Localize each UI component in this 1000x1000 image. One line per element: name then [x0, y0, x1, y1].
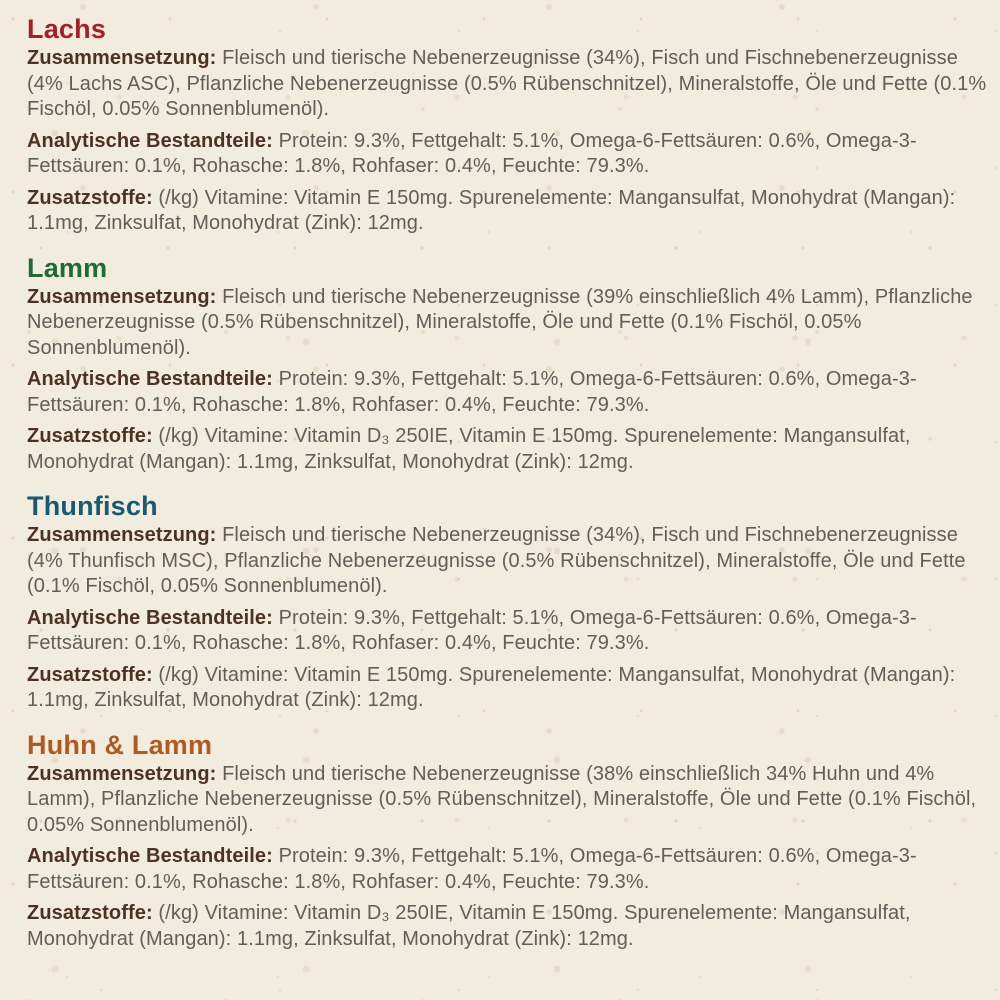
paragraph-text: Fleisch und tierische Nebenerzeugnisse (39% einschließlich 4% Lamm), Pflanzliche Nebenerzeugnisse (0.5% Rübenschnitzel), Mineralstoffe, Öle und Fette (0.1% Fischöl, 0.05% Sonnenblumenöl). [27, 285, 973, 359]
additives-paragraph [27, 901, 987, 952]
paragraph-text: Protein: 9.3%, Fettgehalt: 5.1%, Omega-6-Fettsäuren: 0.6%, Omega-3-Fettsäuren: 0.1%, Rohasche: 1.8%, Rohfaser: 0.4%, Feuchte: 79.3%. [27, 606, 917, 654]
analytical-paragraph [27, 606, 987, 657]
composition-paragraph [27, 285, 987, 362]
section-heading-huhn-lamm: Huhn & Lamm [27, 729, 213, 760]
paragraph-label: Zusammensetzung: [27, 524, 217, 546]
section-heading-lachs: Lachs [27, 14, 107, 44]
analytical-paragraph [27, 367, 987, 418]
paragraph-label: Zusammensetzung: [27, 762, 217, 785]
section-lachs [27, 14, 987, 237]
paragraph-label: Analytische Bestandteile: [27, 606, 273, 629]
paragraph-text: Protein: 9.3%, Fettgehalt: 5.1%, Omega-6-Fettsäuren: 0.6%, Omega-3-Fettsäuren: 0.1%, Rohasche: 1.8%, Rohfaser: 0.4%, Feuchte: 79.3%. [27, 845, 917, 893]
paragraph-text: (/kg) Vitamine: Vitamin D₃ 250IE, Vitamin E 150mg. Spurenelemente: Mangansulfat, Monohydrat (Mangan): 1.1mg, Zinksulfat, Monohydrat (Zink): 12mg. [27, 902, 911, 950]
composition-paragraph [27, 523, 987, 600]
paragraph-text: Fleisch und tierische Nebenerzeugnisse (34%), Fisch und Fischnebenerzeugnisse (4% Thunfisch MSC), Pflanzliche Nebenerzeugnisse (0.5% Rübenschnitzel), Mineralstoffe, Öle und Fette (0.1% Fischöl, 0.05% Sonnenblumenöl). [27, 524, 966, 597]
paragraph-text: Protein: 9.3%, Fettgehalt: 5.1%, Omega-6-Fettsäuren: 0.6%, Omega-3-Fettsäuren: 0.1%, Rohasche: 1.8%, Rohfaser: 0.4%, Feuchte: 79.3%. [27, 129, 917, 177]
paragraph-text: Protein: 9.3%, Fettgehalt: 5.1%, Omega-6-Fettsäuren: 0.6%, Omega-3-Fettsäuren: 0.1%, Rohasche: 1.8%, Rohfaser: 0.4%, Feuchte: 79.3%. [27, 368, 917, 416]
paragraph-label: Zusatzstoffe: [27, 186, 153, 209]
paragraph-text: Fleisch und tierische Nebenerzeugnisse (34%), Fisch und Fischnebenerzeugnisse (4% Lachs ASC), Pflanzliche Nebenerzeugnisse (0.5% Rübenschnitzel), Mineralstoffe, Öle und Fette (0.1% Fischöl, 0.05% Sonnenblumenöl). [27, 47, 987, 120]
paragraph-text: (/kg) Vitamine: Vitamin E 150mg. Spurenelemente: Mangansulfat, Monohydrat (Mangan): 1.1mg, Zinksulfat, Monohydrat (Zink): 12mg. [27, 663, 956, 711]
paragraph-label: Zusatzstoffe: [27, 663, 153, 686]
paragraph-label: Zusammensetzung: [27, 47, 217, 69]
additives-paragraph [27, 186, 987, 237]
section-heading-thunfisch: Thunfisch [27, 491, 158, 521]
paragraph-label: Zusammensetzung: [27, 285, 217, 308]
paragraph-label: Analytische Bestandteile: [27, 129, 273, 152]
analytical-paragraph [27, 129, 987, 180]
composition-paragraph [27, 46, 987, 123]
paragraph-label: Zusatzstoffe: [27, 425, 153, 447]
analytical-paragraph [27, 844, 987, 895]
additives-paragraph [27, 424, 987, 475]
section-huhn-lamm [27, 730, 987, 953]
composition-paragraph [27, 762, 987, 839]
paragraph-label: Analytische Bestandteile: [27, 368, 273, 390]
paragraph-label: Analytische Bestandteile: [27, 845, 273, 867]
section-thunfisch [27, 491, 987, 714]
additives-paragraph [27, 663, 987, 714]
section-lamm [27, 253, 987, 476]
paragraph-text: (/kg) Vitamine: Vitamin D₃ 250IE, Vitamin E 150mg. Spurenelemente: Mangansulfat, Monohydrat (Mangan): 1.1mg, Zinksulfat, Monohydrat (Zink): 12mg. [27, 425, 911, 473]
paragraph-text: (/kg) Vitamine: Vitamin E 150mg. Spurenelemente: Mangansulfat, Monohydrat (Mangan): 1.1mg, Zinksulfat, Monohydrat (Zink): 12mg. [27, 186, 956, 234]
paragraph-text: Fleisch und tierische Nebenerzeugnisse (38% einschließlich 34% Huhn und 4% Lamm), Pflanzliche Nebenerzeugnisse (0.5% Rübenschnitzel), Mineralstoffe, Öle und Fette (0.1% Fischöl, 0.05% Sonnenblumenöl). [27, 762, 977, 836]
section-heading-lamm: Lamm [27, 252, 108, 283]
paragraph-label: Zusatzstoffe: [27, 902, 153, 924]
